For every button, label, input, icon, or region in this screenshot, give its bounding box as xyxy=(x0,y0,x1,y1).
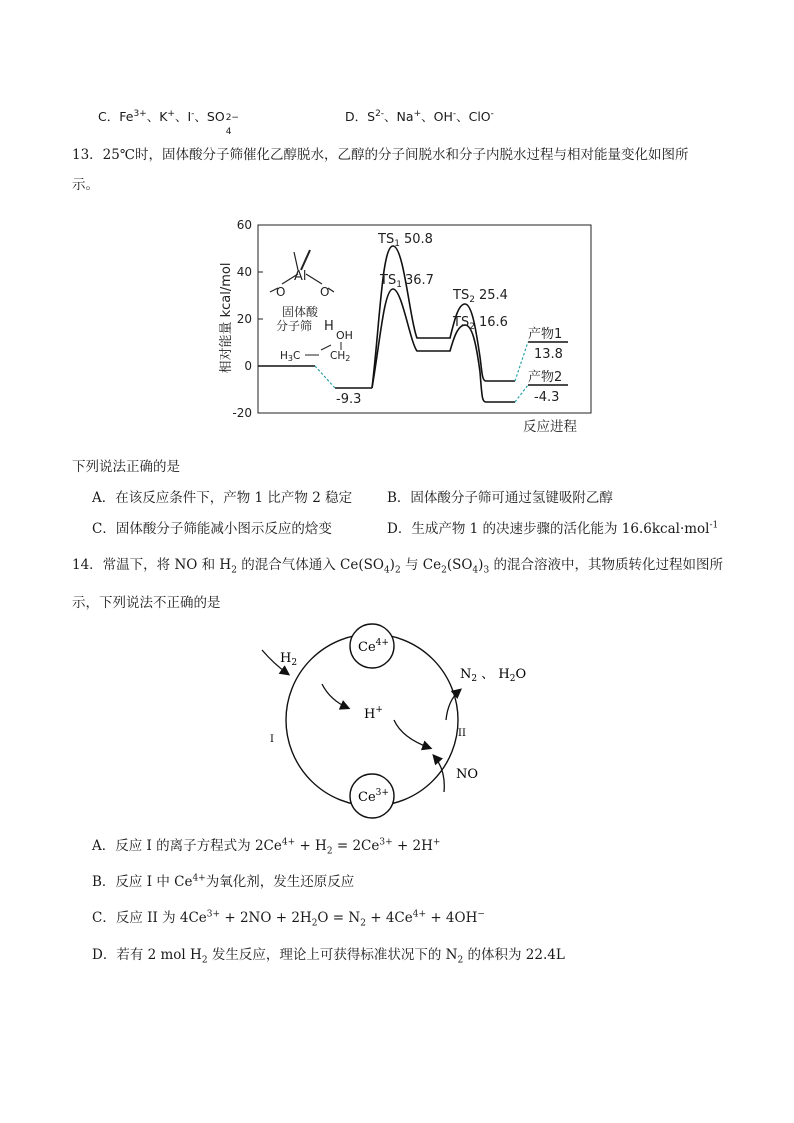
svg-text:H3C: H3C xyxy=(280,350,301,363)
ts2-lower-label: $TS_2$ 16.6 xyxy=(453,315,508,332)
q14-stem-line2: 示，下列说法不正确的是 xyxy=(72,595,221,611)
dash-adsorption xyxy=(315,366,335,388)
hplus-arrow-1 xyxy=(322,684,348,708)
product2-label: 产物2 xyxy=(528,370,563,385)
no-label: NO xyxy=(456,767,479,782)
q13-option-d: D．生成产物 1 的决速步骤的活化能为 16.6kcal·mol$^{-1}$ xyxy=(387,520,719,537)
q14-option-c: C．反应 II 为 $4Ce^{3+} + 2NO + 2H_2O = N_2 + 4Ce^{4+} + 4OH^-$ xyxy=(92,909,485,929)
q14-option-a: A．反应 I 的离子方程式为 $2Ce^{4+} + H_2 = 2Ce^{3+} + 2H^+$ xyxy=(92,837,441,857)
q12-option-c: C．$Fe^{3+}$、K+、I-、SO 2− 4 xyxy=(98,108,239,137)
q13-option-c: C．固体酸分子筛能减小图示反应的焓变 xyxy=(92,521,332,537)
svg-text:CH2: CH2 xyxy=(330,350,351,363)
q13-stem-line2: 示。 xyxy=(72,177,99,193)
q12-option-d: D．$S^{2-}$、Na+、OH-、ClO- xyxy=(345,108,494,124)
y-axis-label: 相对能量 kcal/mol xyxy=(219,262,234,374)
h2-label: $H_2$ xyxy=(280,651,298,668)
svg-text:O: O xyxy=(276,285,286,299)
y-tick-60: 60 xyxy=(236,218,252,232)
hplus-arrow-2 xyxy=(394,720,430,748)
y-tick-20: 20 xyxy=(236,312,252,326)
dash-product1 xyxy=(515,342,528,381)
inset-zeolite: 分子筛 xyxy=(276,319,313,333)
curve-product2 xyxy=(372,289,568,402)
curve-product1 xyxy=(372,246,568,388)
product2-value: -4.3 xyxy=(534,390,560,405)
reaction-i-label: I xyxy=(270,734,274,745)
inset-h: H xyxy=(324,319,334,334)
ts1-lower-label: $TS_1$ 36.7 xyxy=(380,273,434,290)
y-tick-neg20: -20 xyxy=(232,406,252,420)
ce3-label: $Ce^{3+}$ xyxy=(358,788,389,805)
ts1-upper-label: $TS_1$ 50.8 xyxy=(378,232,433,249)
q13-stem-line1: 13．25℃时，固体酸分子筛催化乙醇脱水，乙醇的分子间脱水和分子内脱水过程与相对能量变化如图所 xyxy=(72,147,689,163)
inset-al: Al xyxy=(294,269,307,284)
adsorbed-value: -9.3 xyxy=(336,392,362,407)
q14-option-d: D．若有 2 mol $H_2$ 发生反应，理论上可获得标准状况下的 $N_2$ 的体积为 22.4L xyxy=(92,947,565,966)
catalyst-inset xyxy=(270,250,353,363)
dash-product2 xyxy=(515,385,528,402)
q13-question: 下列说法正确的是 xyxy=(72,459,180,475)
product1-label: 产物1 xyxy=(528,327,563,342)
x-axis-label: 反应进程 xyxy=(523,419,577,435)
hplus-label: H+ xyxy=(364,705,383,722)
n2-h2o-label: $N_2$ 、 $H_2O$ xyxy=(460,667,527,684)
q13-option-a: A．在该反应条件下，产物 1 比产物 2 稳定 xyxy=(92,490,353,506)
q13-option-b: B．固体酸分子筛可通过氢键吸附乙醇 xyxy=(387,490,613,506)
y-tick-40: 40 xyxy=(236,265,252,279)
inset-oh: OH xyxy=(336,329,353,342)
reaction-ii-label: II xyxy=(458,728,466,739)
inset-solid-acid: 固体酸 xyxy=(282,305,319,319)
y-tick-0: 0 xyxy=(244,359,252,373)
energy-profile-chart xyxy=(210,212,610,437)
cycle-diagram xyxy=(250,620,570,820)
product1-value: 13.8 xyxy=(534,347,563,362)
svg-text:O: O xyxy=(320,285,330,299)
q14-stem-line1: 14．常温下，将 NO 和 $H_2$ 的混合气体通入 $Ce(SO_4)_2$ 与 $Ce_2(SO_4)_3$ 的混合溶液中，其物质转化过程如图所 xyxy=(72,557,723,576)
ce4-label: $Ce^{4+}$ xyxy=(358,638,389,655)
ts2-upper-label: $TS_2$ 25.4 xyxy=(453,288,508,305)
q14-option-b: B．反应 I 中 $Ce^{4+}$为氧化剂，发生还原反应 xyxy=(92,873,355,890)
